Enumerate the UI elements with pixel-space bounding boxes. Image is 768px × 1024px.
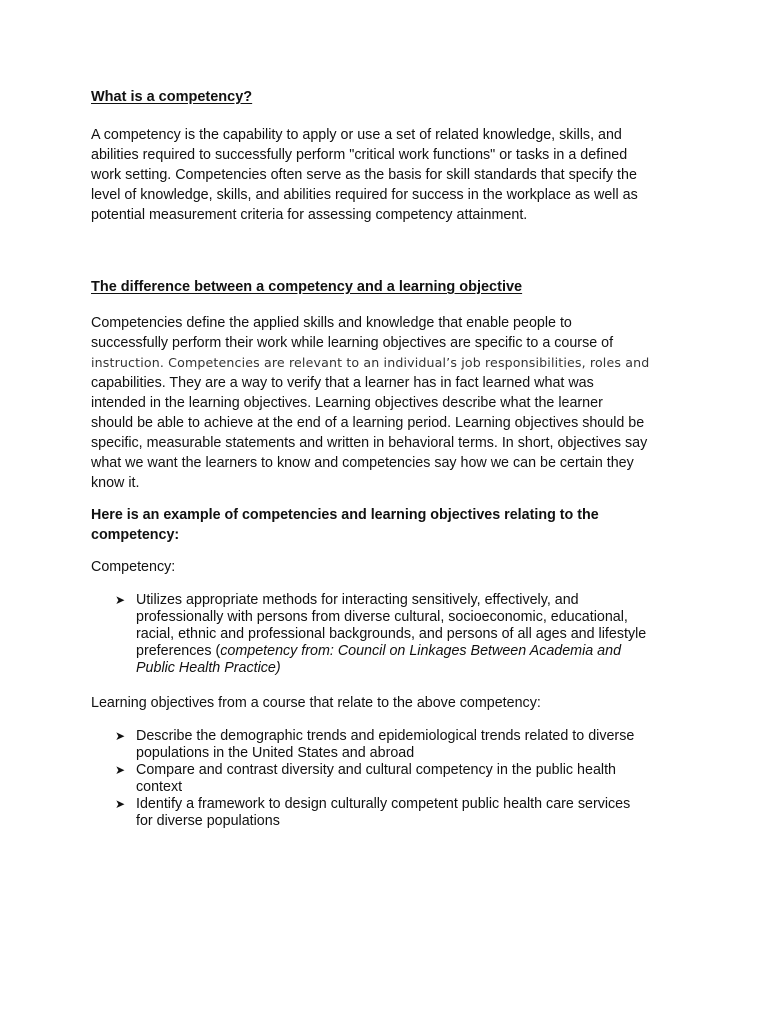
- objectives-label: Learning objectives from a course that relate to the above competency:: [91, 695, 541, 711]
- paragraph-line: abilities required to successfully perform "critical work functions" or tasks in a defined: [91, 147, 628, 163]
- competency-label: Competency:: [91, 559, 176, 575]
- objectives-list: [115, 728, 655, 830]
- paragraph-line: level of knowledge, skills, and abilities required for success in the workplace as well as: [91, 187, 638, 203]
- arrowhead-bullet-icon: ➤: [115, 763, 126, 777]
- paragraph-line: capabilities. They are a way to verify that a learner has in fact learned what was: [91, 375, 594, 391]
- citation-text: competency from: Council on Linkages Between Academia and: [220, 643, 622, 659]
- difference-paragraph: [91, 313, 671, 493]
- list-item: [115, 762, 655, 796]
- competency-line: racial, ethnic and professional backgrounds, and persons of all ages and lifestyle: [136, 626, 647, 642]
- list-item: [115, 796, 655, 830]
- paragraph-line: should be able to achieve at the end of a learning period. Learning objectives should be: [91, 415, 645, 431]
- competency-line-with-citation: [136, 643, 655, 660]
- objective-line: context: [136, 779, 183, 795]
- paragraph-line: work setting. Competencies often serve as the basis for skill standards that specify the: [91, 167, 637, 183]
- arrowhead-bullet-icon: ➤: [115, 593, 126, 607]
- list-item: [115, 592, 655, 677]
- paragraph-line: intended in the learning objectives. Learning objectives describe what the learner: [91, 395, 603, 411]
- paragraph-line: what we want the learners to know and competencies say how we can be certain they: [91, 455, 634, 471]
- paragraph-line: potential measurement criteria for assessing competency attainment.: [91, 207, 528, 223]
- paragraph-line: instruction. Competencies are relevant to an individual’s job responsibilities, roles and: [91, 355, 650, 370]
- arrowhead-bullet-icon: ➤: [115, 797, 126, 811]
- competency-line: Utilizes appropriate methods for interacting sensitively, effectively, and: [136, 592, 579, 608]
- objective-line: Describe the demographic trends and epidemiological trends related to diverse: [136, 728, 635, 744]
- objective-line: populations in the United States and abroad: [136, 745, 415, 761]
- objective-line: for diverse populations: [136, 813, 280, 829]
- competency-line: professionally with persons from diverse cultural, socioeconomic, educational,: [136, 609, 628, 625]
- objective-line: Compare and contrast diversity and cultural competency in the public health: [136, 762, 616, 778]
- example-intro: [91, 505, 671, 545]
- example-intro-line: Here is an example of competencies and learning objectives relating to the: [91, 507, 599, 523]
- arrowhead-bullet-icon: ➤: [115, 729, 126, 743]
- paragraph-line: Competencies define the applied skills and knowledge that enable people to: [91, 315, 572, 331]
- paragraph-line: know it.: [91, 475, 140, 491]
- competency-list: [115, 592, 655, 677]
- competency-definition-paragraph: [91, 125, 671, 225]
- paragraph-line: A competency is the capability to apply or use a set of related knowledge, skills, and: [91, 127, 622, 143]
- citation-text: Public Health Practice): [136, 660, 281, 676]
- example-intro-line: competency:: [91, 527, 180, 543]
- heading-what-is-competency: What is a competency?: [91, 89, 253, 105]
- paragraph-line: specific, measurable statements and written in behavioral terms. In short, objectives say: [91, 435, 648, 451]
- paragraph-line: successfully perform their work while learning objectives are specific to a course of: [91, 335, 614, 351]
- objective-line: Identify a framework to design culturally competent public health care services: [136, 796, 631, 812]
- competency-line-prefix: preferences (: [136, 643, 221, 659]
- heading-difference: The difference between a competency and a learning objective: [91, 279, 523, 295]
- list-item: [115, 728, 655, 762]
